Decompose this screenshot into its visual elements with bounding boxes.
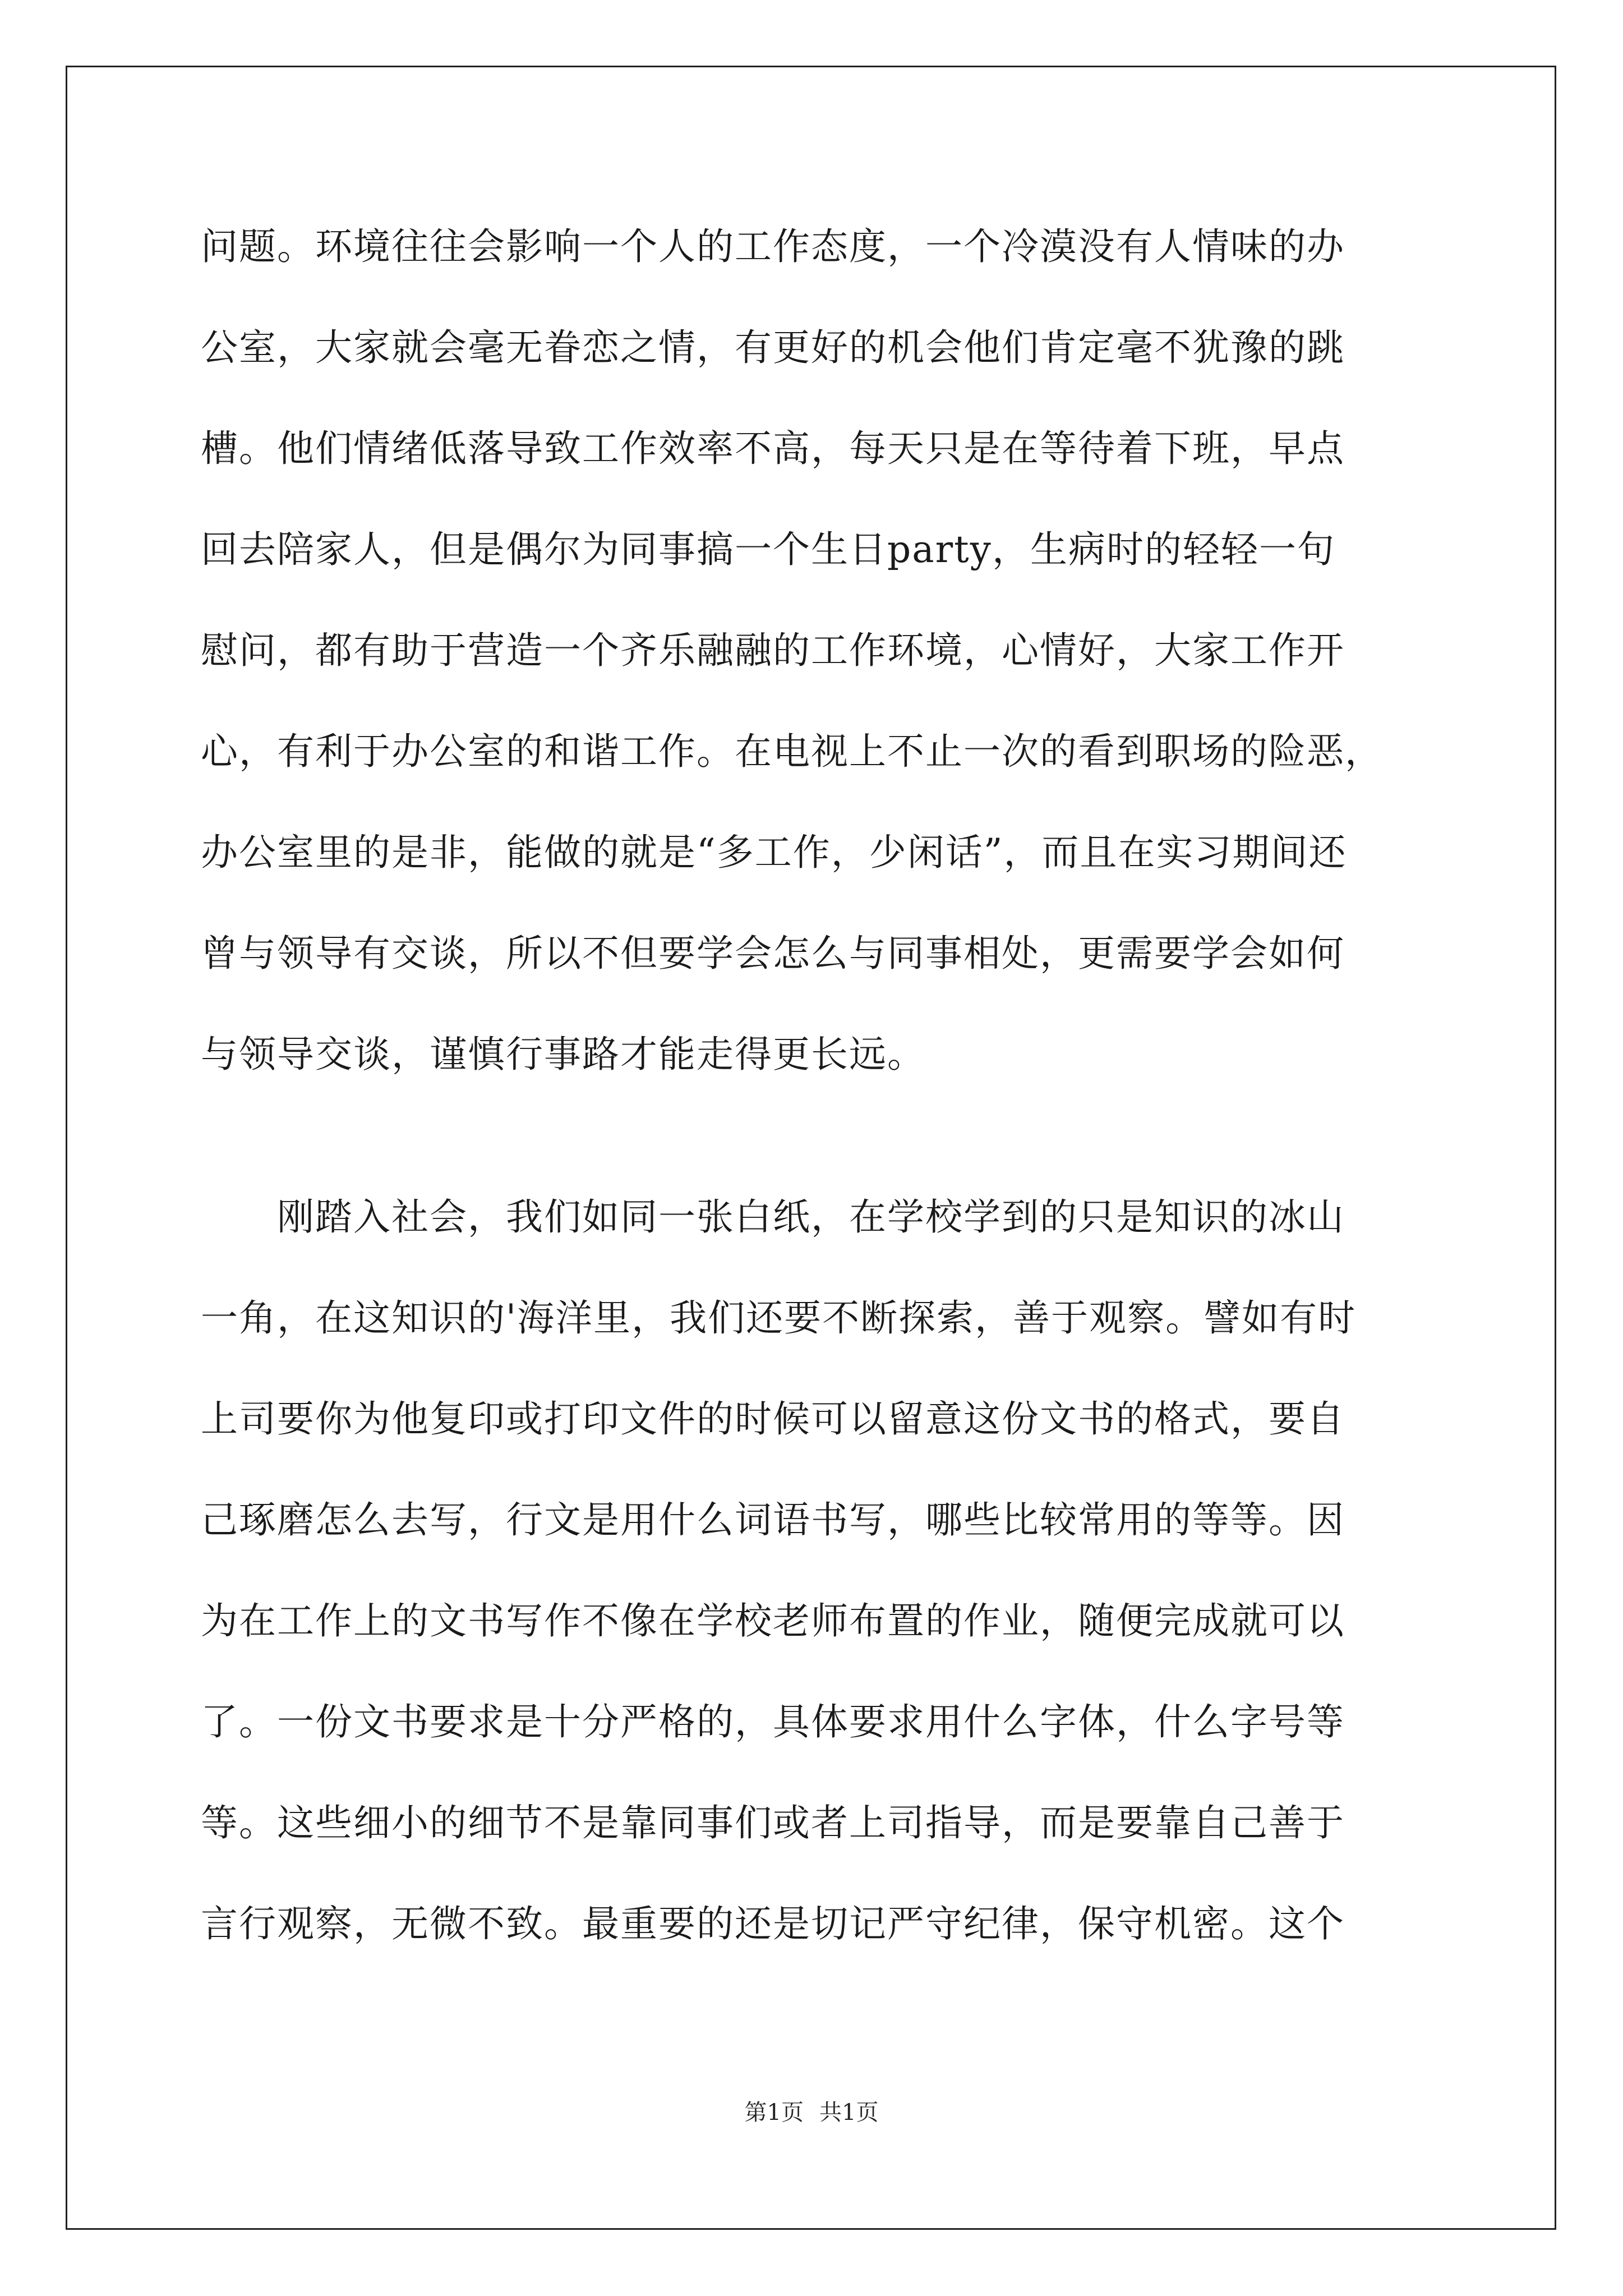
text-line: 公室，大家就会毫无眷恋之情，有更好的机会他们肯定毫不犹豫的跳	[201, 326, 1345, 369]
text-line: 回去陪家人，但是偶尔为同事搞一个生日party，生病时的轻轻一句	[201, 528, 1335, 571]
page-total: 共1页	[819, 2100, 879, 2125]
text-line: 慰问，都有助于营造一个齐乐融融的工作环境，心情好，大家工作开	[201, 629, 1345, 672]
text-line: 刚踏入社会，我们如同一张白纸，在学校学到的只是知识的冰山	[201, 1195, 1345, 1239]
page-footer	[0, 2097, 1623, 2128]
text-line: 等。这些细小的细节不是靠同事们或者上司指导，而是要靠自己善于	[201, 1801, 1345, 1844]
text-line: 槽。他们情绪低落导致工作效率不高，每天只是在等待着下班，早点	[201, 427, 1345, 470]
text-line: 一角，在这知识的'海洋里，我们还要不断探索，善于观察。譬如有时	[201, 1296, 1357, 1340]
text-line: 为在工作上的文书写作不像在学校老师布置的作业，随便完成就可以	[201, 1599, 1345, 1642]
text-line: 曾与领导有交谈，所以不但要学会怎么与同事相处，更需要学会如何	[201, 932, 1345, 975]
text-line: 言行观察，无微不致。最重要的还是切记严守纪律，保守机密。这个	[201, 1902, 1345, 1945]
text-line: 了。一份文书要求是十分严格的，具体要求用什么字体，什么字号等	[201, 1700, 1345, 1743]
text-line: 与领导交谈，谨慎行事路才能走得更长远。	[201, 1033, 925, 1076]
text-line: 上司要你为他复印或打印文件的时候可以留意这份文书的格式，要自	[201, 1397, 1345, 1441]
page-number: 第1页	[744, 2100, 804, 2125]
text-line: 问题。环境往往会影响一个人的工作态度，一个冷漠没有人情味的办	[201, 225, 1345, 268]
text-line: 己琢磨怎么去写，行文是用什么词语书写，哪些比较常用的等等。因	[201, 1498, 1345, 1542]
text-line: 心，有利于办公室的和谐工作。在电视上不止一次的看到职场的险恶，	[201, 730, 1383, 773]
text-line: 办公室里的是非，能做的就是“多工作，少闲话”，而且在实习期间还	[201, 831, 1347, 874]
